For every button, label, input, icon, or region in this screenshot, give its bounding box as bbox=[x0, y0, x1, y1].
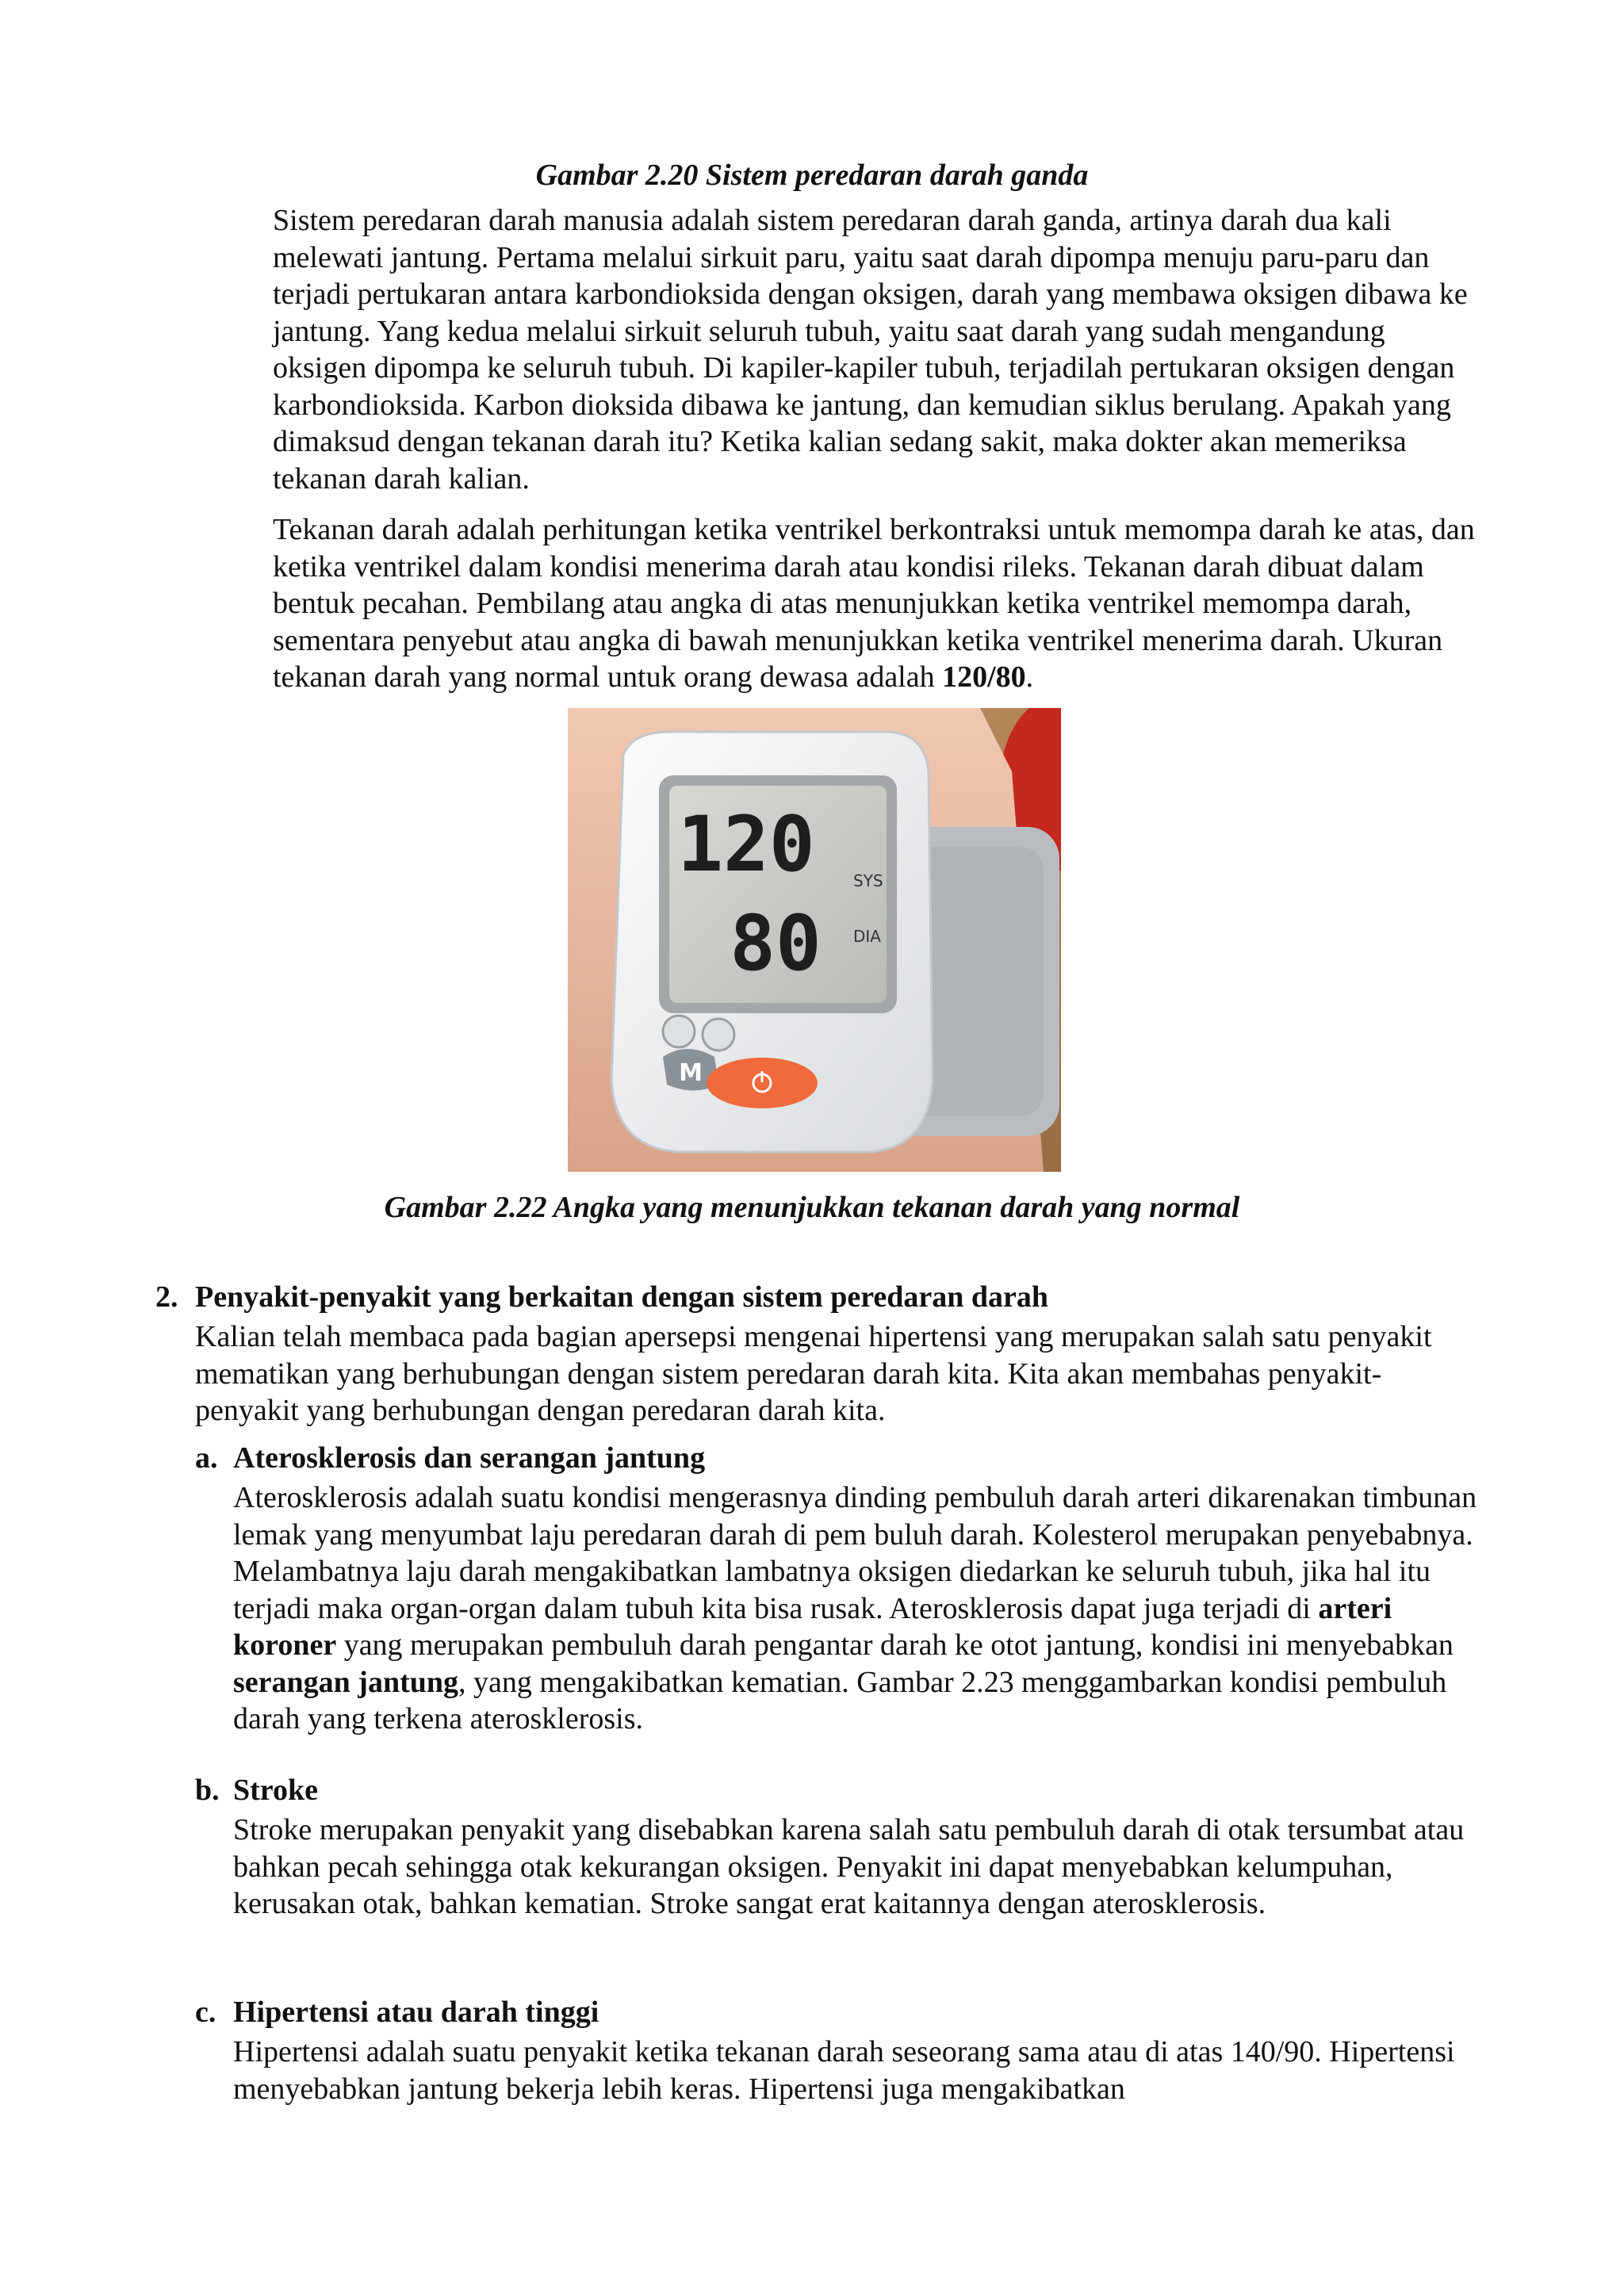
monitor-illustration bbox=[568, 708, 1061, 1172]
section-2-heading bbox=[155, 1279, 1048, 1315]
subsection-b-heading: b. Stroke bbox=[195, 1774, 318, 1807]
term-serangan-jantung: serangan jantung bbox=[233, 1665, 458, 1699]
normal-pressure-value: 120/80 bbox=[942, 660, 1026, 694]
subsection-a-heading: a. Aterosklerosis dan serangan jantung bbox=[195, 1441, 706, 1475]
m-button-label: M bbox=[679, 1059, 703, 1087]
section-2-body: Kalian telah membaca pada bagian apersepsi mengenai hipertensi yang merupakan salah satu penyakit mematikan yang berhubungan dengan sistem peredaran darah kita. Kita akan membahas penyakit-penyakit yang berhubungan dengan peredaran darah kita. bbox=[195, 1320, 1432, 1427]
term-arteri-koroner: arteri koroner bbox=[233, 1591, 1392, 1662]
figure-caption-2-20: Gambar 2.20 Sistem peredaran darah ganda bbox=[535, 159, 1089, 192]
subsection-c-title: Hipertensi atau darah tinggi bbox=[233, 1996, 599, 2029]
subsection-c-body: Hipertensi adalah suatu penyakit ketika tekanan darah seseorang sama atau di atas 140/90. Hipertensi menyebabkan jantung bekerja lebih keras. Hipertensi juga mengakibatkan bbox=[233, 2035, 1455, 2106]
power-button bbox=[707, 1058, 818, 1108]
right-arrow-button bbox=[703, 1019, 734, 1050]
blood-pressure-monitor-photo bbox=[568, 708, 1061, 1172]
subsection-a-title: Aterosklerosis dan serangan jantung bbox=[233, 1441, 706, 1475]
section-number: 2. bbox=[155, 1280, 178, 1314]
subsection-a-body: Aterosklerosis adalah suatu kondisi mengerasnya dinding pembuluh darah arteri dikarenakan timbunan lemak yang menyumbat laju peredaran darah di pem buluh darah. Kolesterol merupakan penyebabnya. Melambatnya laju darah mengakibatkan lambatnya oksigen diedarkan ke seluruh tubuh, jika hal itu terjadi maka organ-organ dalam tubuh kita bisa rusak. Aterosklerosis dapat juga terjadi di arteri koroner yang merupakan pembuluh darah pengantar darah ke otot jantung, kondisi ini menyebabkan serangan jantung, yang mengakibatkan kematian. Gambar 2.23 menggambarkan kondisi pembuluh darah yang terkena aterosklerosis. bbox=[233, 1481, 1477, 1735]
figure-caption-2-22: Gambar 2.22 Angka yang menunjukkan tekanan darah yang normal bbox=[384, 1191, 1240, 1224]
sys-label: SYS bbox=[853, 871, 883, 890]
intro-paragraph-2: Tekanan darah adalah perhitungan ketika ventrikel berkontraksi untuk memompa darah ke atas, dan ketika ventrikel dalam kondisi menerima darah atau kondisi rileks. Tekanan darah dibuat dalam bentuk pecahan. Pembilang atau angka di atas menunjukkan ketika ventrikel memompa darah, sementara penyebut atau angka di bawah menunjukkan ketika ventrikel menerima darah. Ukuran tekanan darah yang normal untuk orang dewasa adalah 120/80. bbox=[273, 513, 1475, 694]
subsection-b-title: Stroke bbox=[233, 1774, 318, 1807]
subsection-c-heading: c. Hipertensi atau darah tinggi bbox=[195, 1996, 599, 2029]
subsection-b-body: Stroke merupakan penyakit yang disebabkan karena salah satu pembuluh darah di otak tersumbat atau bahkan pecah sehingga otak kekurangan oksigen. Penyakit ini dapat menyebabkan kelumpuhan, kerusakan otak, bahkan kematian. Stroke sangat erat kaitannya dengan aterosklerosis. bbox=[233, 1813, 1465, 1920]
systolic-reading: 120 bbox=[677, 800, 815, 889]
left-arrow-button bbox=[663, 1016, 695, 1047]
diastolic-reading: 80 bbox=[730, 899, 822, 988]
dia-label: DIA bbox=[853, 927, 881, 946]
intro-paragraph-1: Sistem peredaran darah manusia adalah sistem peredaran darah ganda, artinya darah dua kali melewati jantung. Pertama melalui sirkuit paru, yaitu saat darah dipompa menuju paru-paru dan terjadi pertukaran antara karbondioksida dengan oksigen, darah yang membawa oksigen dibawa ke jantung. Yang kedua melalui sirkuit seluruh tubuh, yaitu saat darah yang sudah mengandung oksigen dipompa ke seluruh tubuh. Di kapiler-kapiler tubuh, terjadilah pertukaran oksigen dengan karbondioksida. Karbon dioksida dibawa ke jantung, dan kemudian siklus berulang. Apakah yang dimaksud dengan tekanan darah itu? Ketika kalian sedang sakit, maka dokter akan memeriksa tekanan darah kalian. bbox=[273, 204, 1468, 496]
section-title: Penyakit-penyakit yang berkaitan dengan sistem peredaran darah bbox=[195, 1280, 1049, 1314]
